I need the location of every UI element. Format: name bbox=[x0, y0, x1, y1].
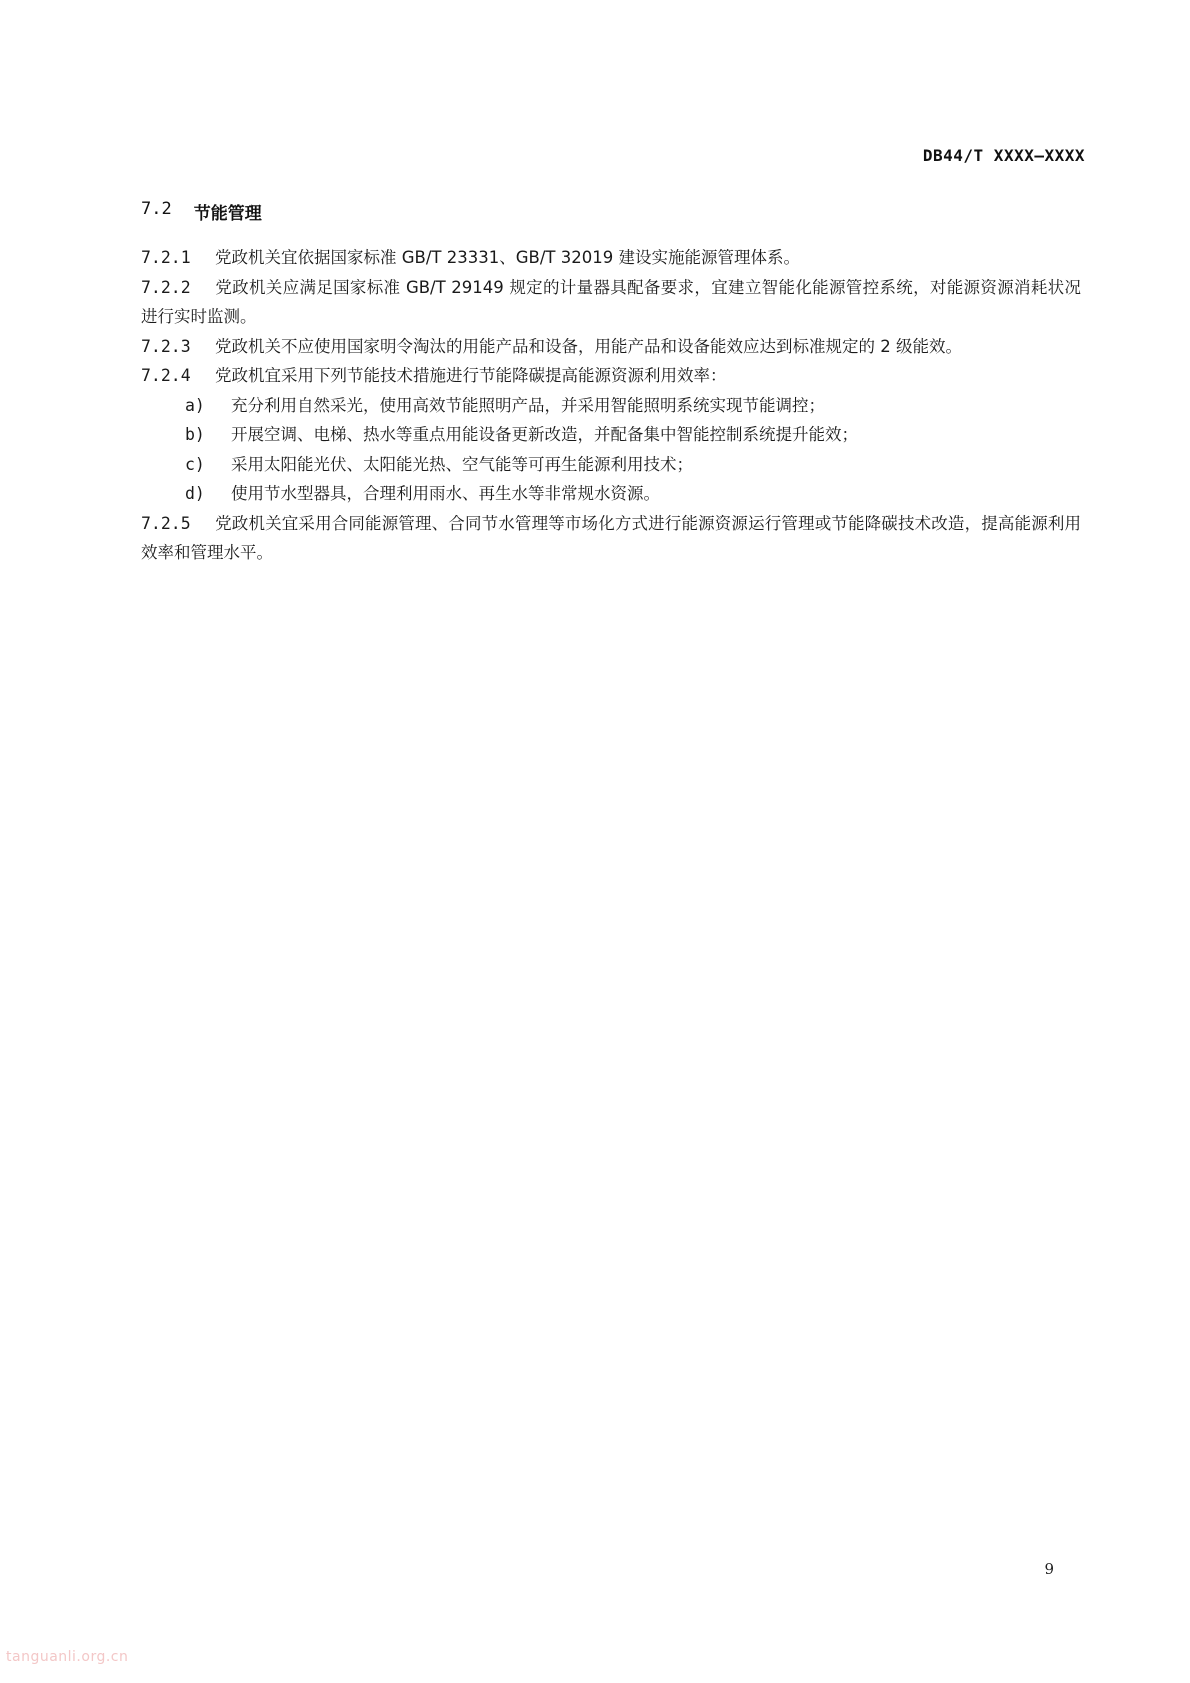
clause-number: 7.2.3 bbox=[141, 336, 191, 356]
list-item-text: 采用太阳能光伏、太阳能光热、空气能等可再生能源利用技术； bbox=[231, 454, 693, 474]
clause-text: 党政机关应满足国家标准 GB/T 29149 规定的计量器具配备要求，宜建立智能化能源管控系统，对能源资源消耗状况进行实时监测。 bbox=[141, 277, 1081, 326]
clause-number: 7.2.1 bbox=[141, 248, 191, 267]
list-item-b bbox=[141, 420, 1081, 450]
list-item-label: c) bbox=[185, 454, 205, 474]
list-item-text: 开展空调、电梯、热水等重点用能设备更新改造，并配备集中智能控制系统提升能效； bbox=[231, 425, 858, 444]
clause-number: 7.2.4 bbox=[141, 366, 191, 385]
page-number: 9 bbox=[1044, 1560, 1054, 1578]
list-item-text: 充分利用自然采光，使用高效节能照明产品，并采用智能照明系统实现节能调控； bbox=[231, 395, 825, 415]
list-item-text: 使用节水型器具，合理利用雨水、再生水等非常规水资源。 bbox=[231, 484, 660, 503]
clause-7-2-2 bbox=[141, 273, 1081, 332]
list-item-label: d) bbox=[185, 484, 205, 503]
clause-text: 党政机关不应使用国家明令淘汰的用能产品和设备，用能产品和设备能效应达到标准规定的 2 级能效。 bbox=[215, 336, 962, 356]
list-item-label: b) bbox=[185, 425, 205, 444]
clause-number: 7.2.5 bbox=[141, 513, 191, 533]
section-heading bbox=[141, 199, 262, 224]
clause-text: 党政机关宜依据国家标准 GB/T 23331、GB/T 32019 建设实施能源管理体系。 bbox=[215, 248, 800, 267]
document-code: DB44/T XXXX—XXXX bbox=[922, 146, 1085, 165]
clause-7-2-1 bbox=[141, 243, 1081, 273]
section-title: 节能管理 bbox=[193, 204, 262, 224]
clause-7-2-4 bbox=[141, 361, 1081, 391]
list-item-d bbox=[141, 479, 1081, 509]
clause-list bbox=[141, 243, 1081, 568]
list-item-c bbox=[141, 450, 1081, 480]
list-item-a bbox=[141, 391, 1081, 421]
section-number: 7.2 bbox=[141, 199, 172, 219]
clause-text: 党政机关宜采用合同能源管理、合同节水管理等市场化方式进行能源资源运行管理或节能降碳技术改造，提高能源利用效率和管理水平。 bbox=[141, 513, 1081, 562]
list-item-label: a) bbox=[185, 395, 205, 415]
clause-7-2-5 bbox=[141, 509, 1081, 568]
clause-number: 7.2.2 bbox=[141, 277, 191, 297]
clause-7-2-3 bbox=[141, 332, 1081, 362]
watermark: tanguanli.org.cn bbox=[6, 1649, 129, 1665]
clause-text: 党政机宜采用下列节能技术措施进行节能降碳提高能源资源利用效率： bbox=[215, 366, 727, 385]
